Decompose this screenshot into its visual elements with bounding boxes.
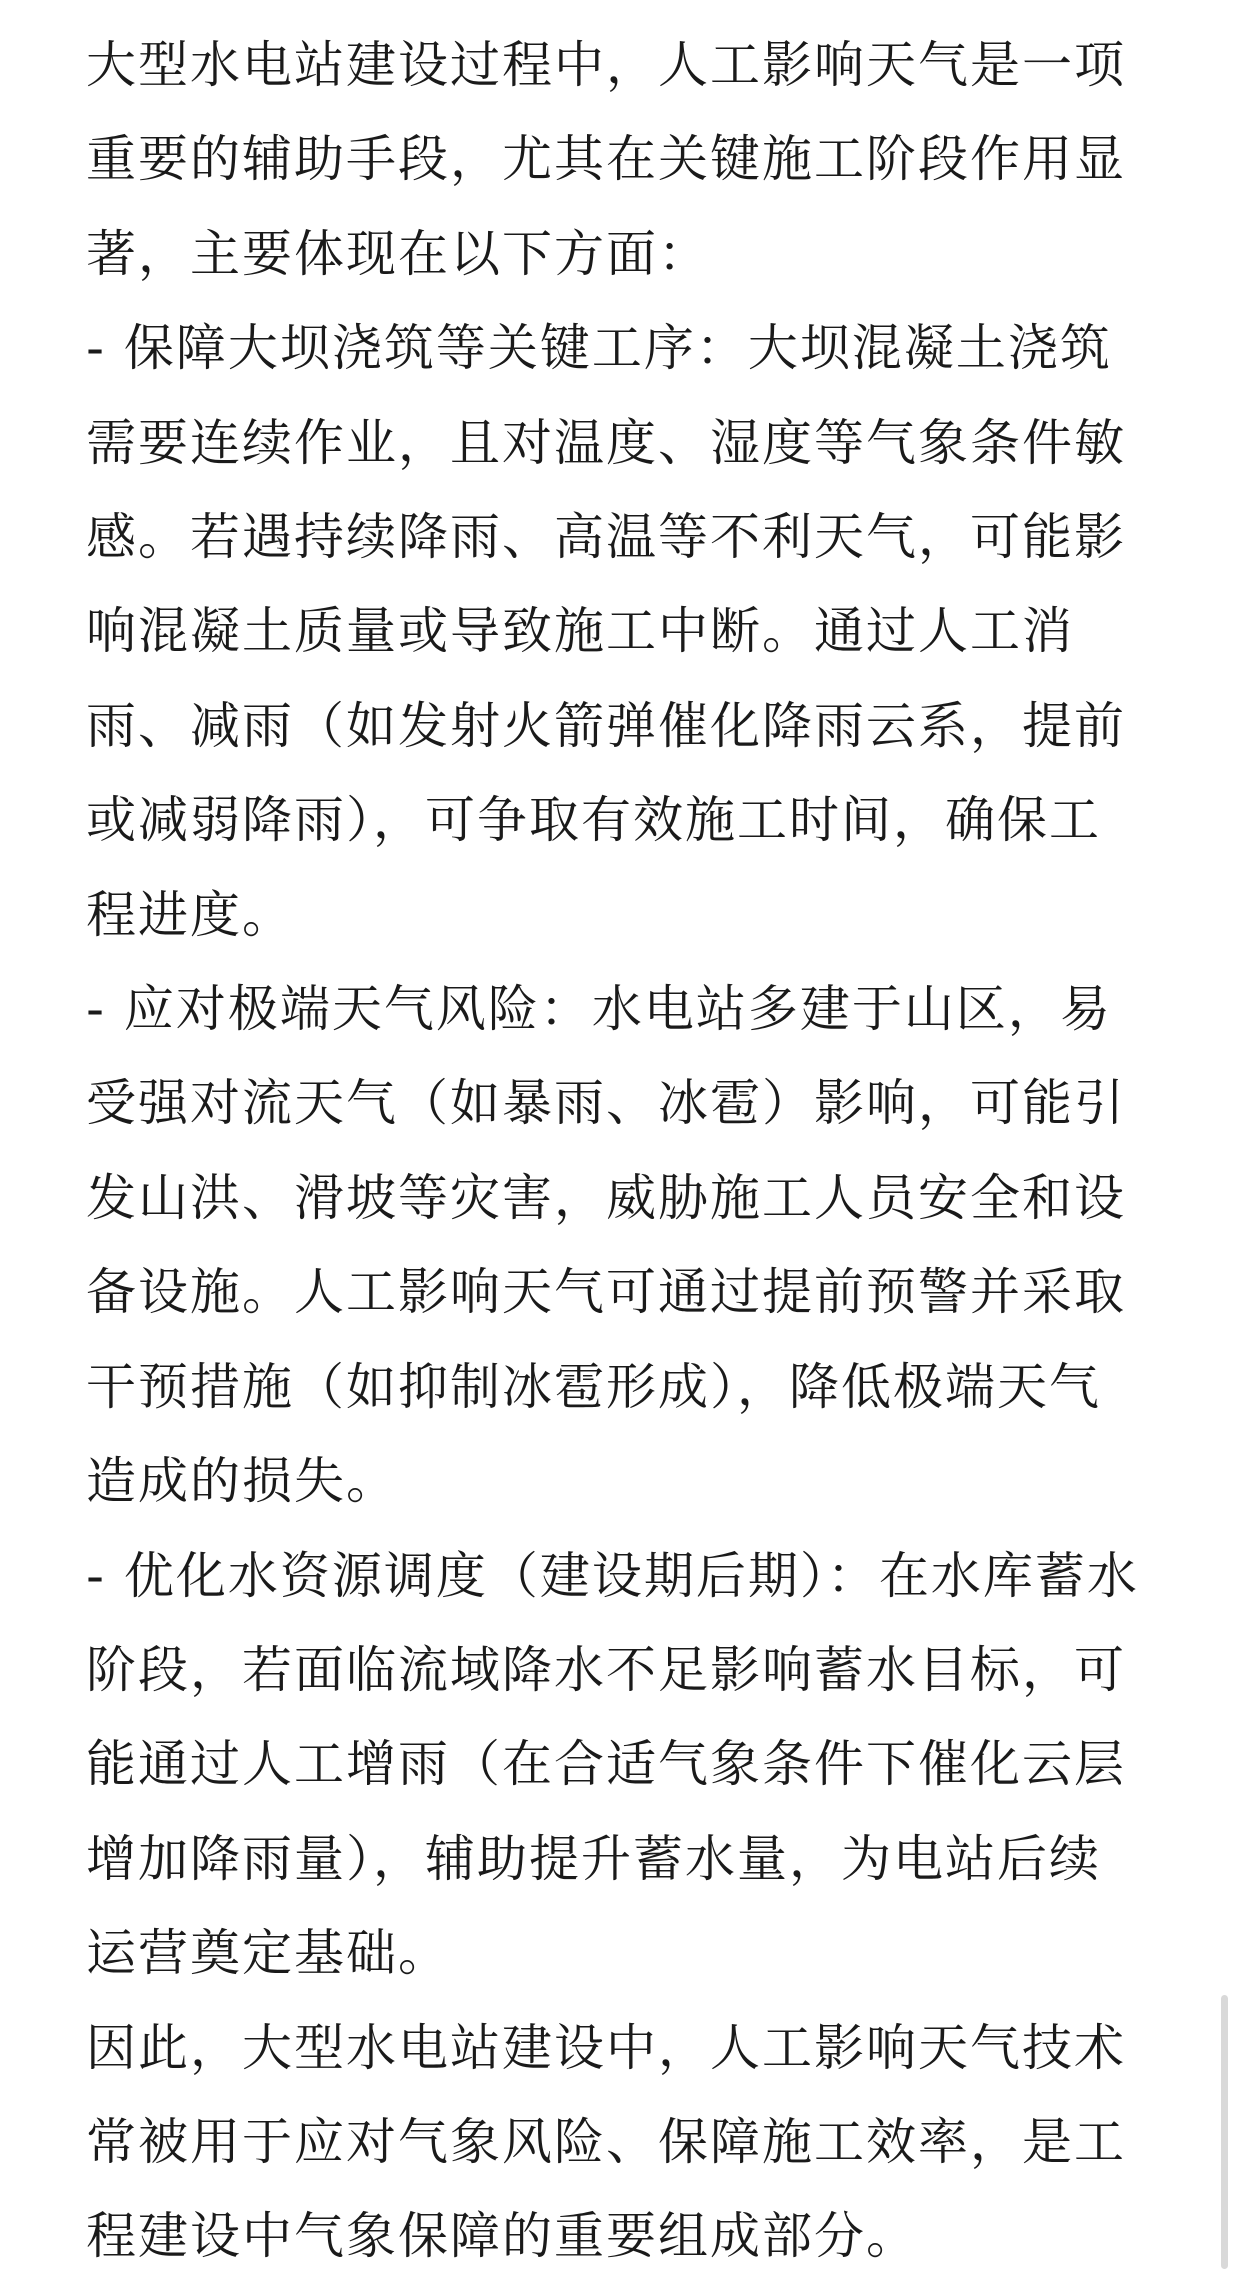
point-construction-protection: - 保障大坝浇筑等关键工序：大坝混凝土浇筑需要连续作业，且对温度、湿度等气象条件敏感。若遇持续降雨、高温等不利天气，可能影响混凝土质量或导致施工中断。通过人工消雨、减雨（如发射火箭弹催化降雨云系，提前或减弱降雨），可争取有效施工时间，确保工程进度。 bbox=[86, 319, 1126, 944]
conclusion-paragraph: 因此，大型水电站建设中，人工影响天气技术常被用于应对气象风险、保障施工效率，是工程建设中气象保障的重要组成部分。 bbox=[86, 2018, 1126, 2266]
article-body bbox=[86, 18, 1146, 2284]
point-water-resources: - 优化水资源调度（建设期后期）：在水库蓄水阶段，若面临流域降水不足影响蓄水目标，可能通过人工增雨（在合适气象条件下催化云层增加降雨量），辅助提升蓄水量，为电站后续运营奠定基础。 bbox=[86, 1546, 1139, 1983]
scrollbar-thumb[interactable] bbox=[1221, 1995, 1228, 2269]
intro-paragraph: 大型水电站建设过程中，人工影响天气是一项重要的辅助手段，尤其在关键施工阶段作用显著，主要体现在以下方面： bbox=[86, 36, 1126, 283]
point-extreme-weather: - 应对极端天气风险：水电站多建于山区，易受强对流天气（如暴雨、冰雹）影响，可能引发山洪、滑坡等灾害，威胁施工人员安全和设备设施。人工影响天气可通过提前预警并采取干预措施（如抑制冰雹形成），降低极端天气造成的损失。 bbox=[86, 980, 1126, 1511]
vertical-scrollbar[interactable] bbox=[1218, 0, 1240, 2269]
